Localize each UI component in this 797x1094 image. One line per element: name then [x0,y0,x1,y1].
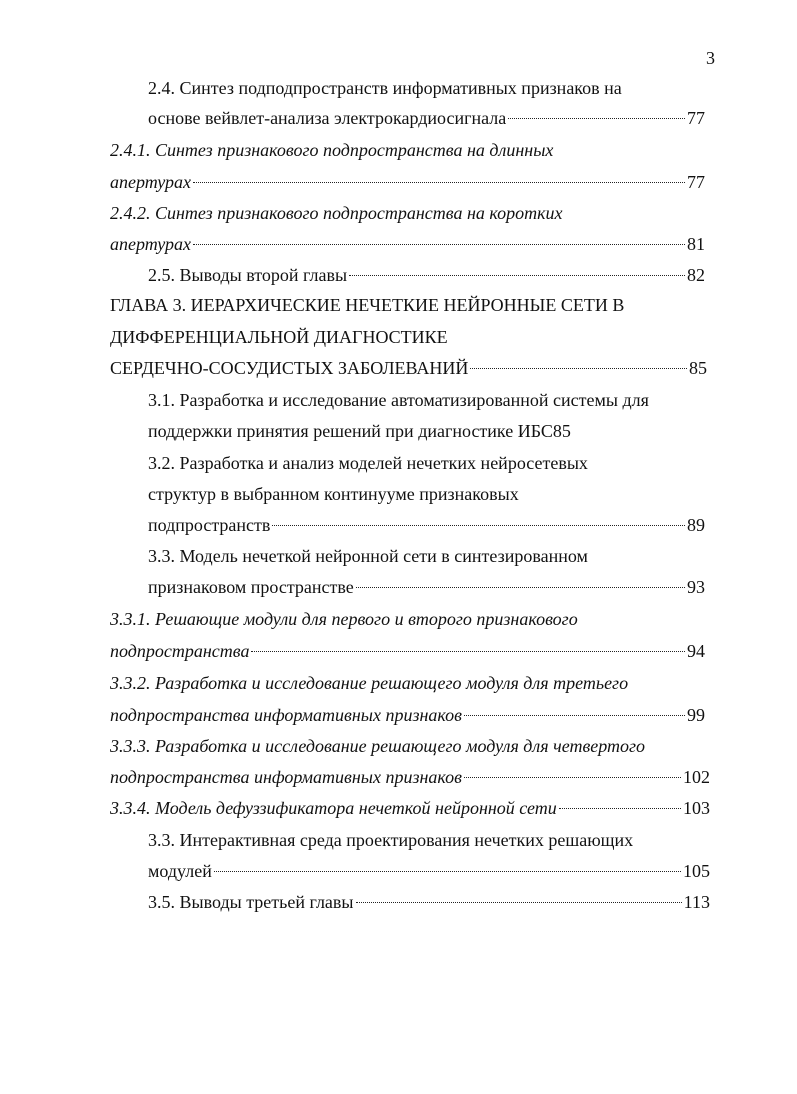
dot-leader [349,275,685,276]
toc-line [148,387,649,413]
toc-line-text: поддержки принятия решений при диагностике ИБС85 [148,421,571,441]
toc-line [110,606,578,632]
toc-line-text: 3.3.1. Решающие модули для первого и второго признакового [110,609,578,629]
toc-line-text: ГЛАВА 3. ИЕРАРХИЧЕСКИЕ НЕЧЕТКИЕ НЕЙРОННЫЕ СЕТИ В [110,295,625,315]
toc-line [110,355,707,381]
toc-line-text: подпространства информативных признаков [110,767,462,787]
dot-leader [508,118,685,119]
toc-line-text: 3.3. Модель нечеткой нейронной сети в синтезированном [148,546,588,566]
page-number: 3 [706,48,715,68]
toc-line [148,262,705,288]
toc-line [148,827,633,853]
toc-line-text: 3.5. Выводы третьей главы [148,892,354,912]
toc-line [110,795,710,821]
toc-line [110,231,705,257]
toc-page-number: 93 [687,577,705,597]
toc-line-text: основе вейвлет-анализа электрокардиосигнала [148,108,507,128]
toc-line [148,105,705,131]
toc-line-text: подпространств [148,515,271,535]
toc-line-text: подпространства информативных признаков [110,705,462,725]
toc-page-number: 82 [687,265,705,285]
dot-leader [464,777,681,778]
toc-line-text: апертурах [110,234,192,254]
toc-line [148,75,622,101]
toc-page-number: 81 [687,234,705,254]
toc-page-number: 94 [687,641,705,661]
dot-leader [356,902,682,903]
toc-line [148,418,571,444]
toc-line [148,858,710,884]
toc-line-text: 2.4.2. Синтез признакового подпространства на коротких [110,203,563,223]
toc-page-number: 77 [687,172,705,192]
toc-page-number: 99 [687,705,705,725]
dot-leader [214,871,681,872]
toc-line-text: структур в выбранном континууме признаковых [148,484,519,504]
dot-leader [193,244,685,245]
toc-line [148,889,710,915]
toc-line [148,543,588,569]
toc-line [110,292,624,318]
toc-page-number: 103 [683,798,710,818]
toc-line [110,702,705,728]
toc-line-text: 2.4.1. Синтез признакового подпространства на длинных [110,140,554,160]
dot-leader [193,182,685,183]
toc-page-number: 77 [687,108,705,128]
toc-line-text: СЕРДЕЧНО-СОСУДИСТЫХ ЗАБОЛЕВАНИЙ [110,358,469,378]
dot-leader [559,808,681,809]
dot-leader [464,715,685,716]
toc-line [110,764,710,790]
toc-line-text: 3.2. Разработка и анализ моделей нечетких нейросетевых [148,453,588,473]
toc-line [110,324,448,350]
toc-line [110,638,705,664]
toc-line-text: 3.1. Разработка и исследование автоматизированной системы для [148,390,649,410]
toc-line-text: 3.3.2. Разработка и исследование решающего модуля для третьего [110,673,629,693]
dot-leader [470,368,687,369]
toc-line [110,137,553,163]
toc-line [148,450,588,476]
dot-leader [356,587,685,588]
dot-leader [272,525,685,526]
toc-line-text: 3.3. Интерактивная среда проектирования нечетких решающих [148,830,634,850]
dot-leader [251,651,685,652]
toc-line-text: подпространства [110,641,250,661]
toc-line-text: 3.3.4. Модель дефуззификатора нечеткой нейронной сети [110,798,557,818]
toc-line [110,200,563,226]
toc-page-number: 105 [683,861,710,881]
toc-page-number: 113 [683,892,710,912]
toc-line-text: 2.4. Синтез подподпространств информативных признаков на [148,78,622,98]
toc-line-text: модулей [148,861,212,881]
toc-page-number: 102 [683,767,710,787]
toc-line-text: апертурах [110,172,192,192]
toc-line [148,481,519,507]
toc-line-text: ДИФФЕРЕНЦИАЛЬНОЙ ДИАГНОСТИКЕ [110,327,448,347]
toc-line [148,574,705,600]
toc-line-text: признаковом пространстве [148,577,354,597]
toc-line [110,670,628,696]
toc-line-text: 2.5. Выводы второй главы [148,265,348,285]
toc-page-number: 89 [687,515,705,535]
toc-line [110,169,705,195]
toc-line-text: 3.3.3. Разработка и исследование решающего модуля для четвертого [110,736,646,756]
toc-page-number: 85 [689,358,707,378]
toc-line [148,512,705,538]
toc-line [110,733,645,759]
